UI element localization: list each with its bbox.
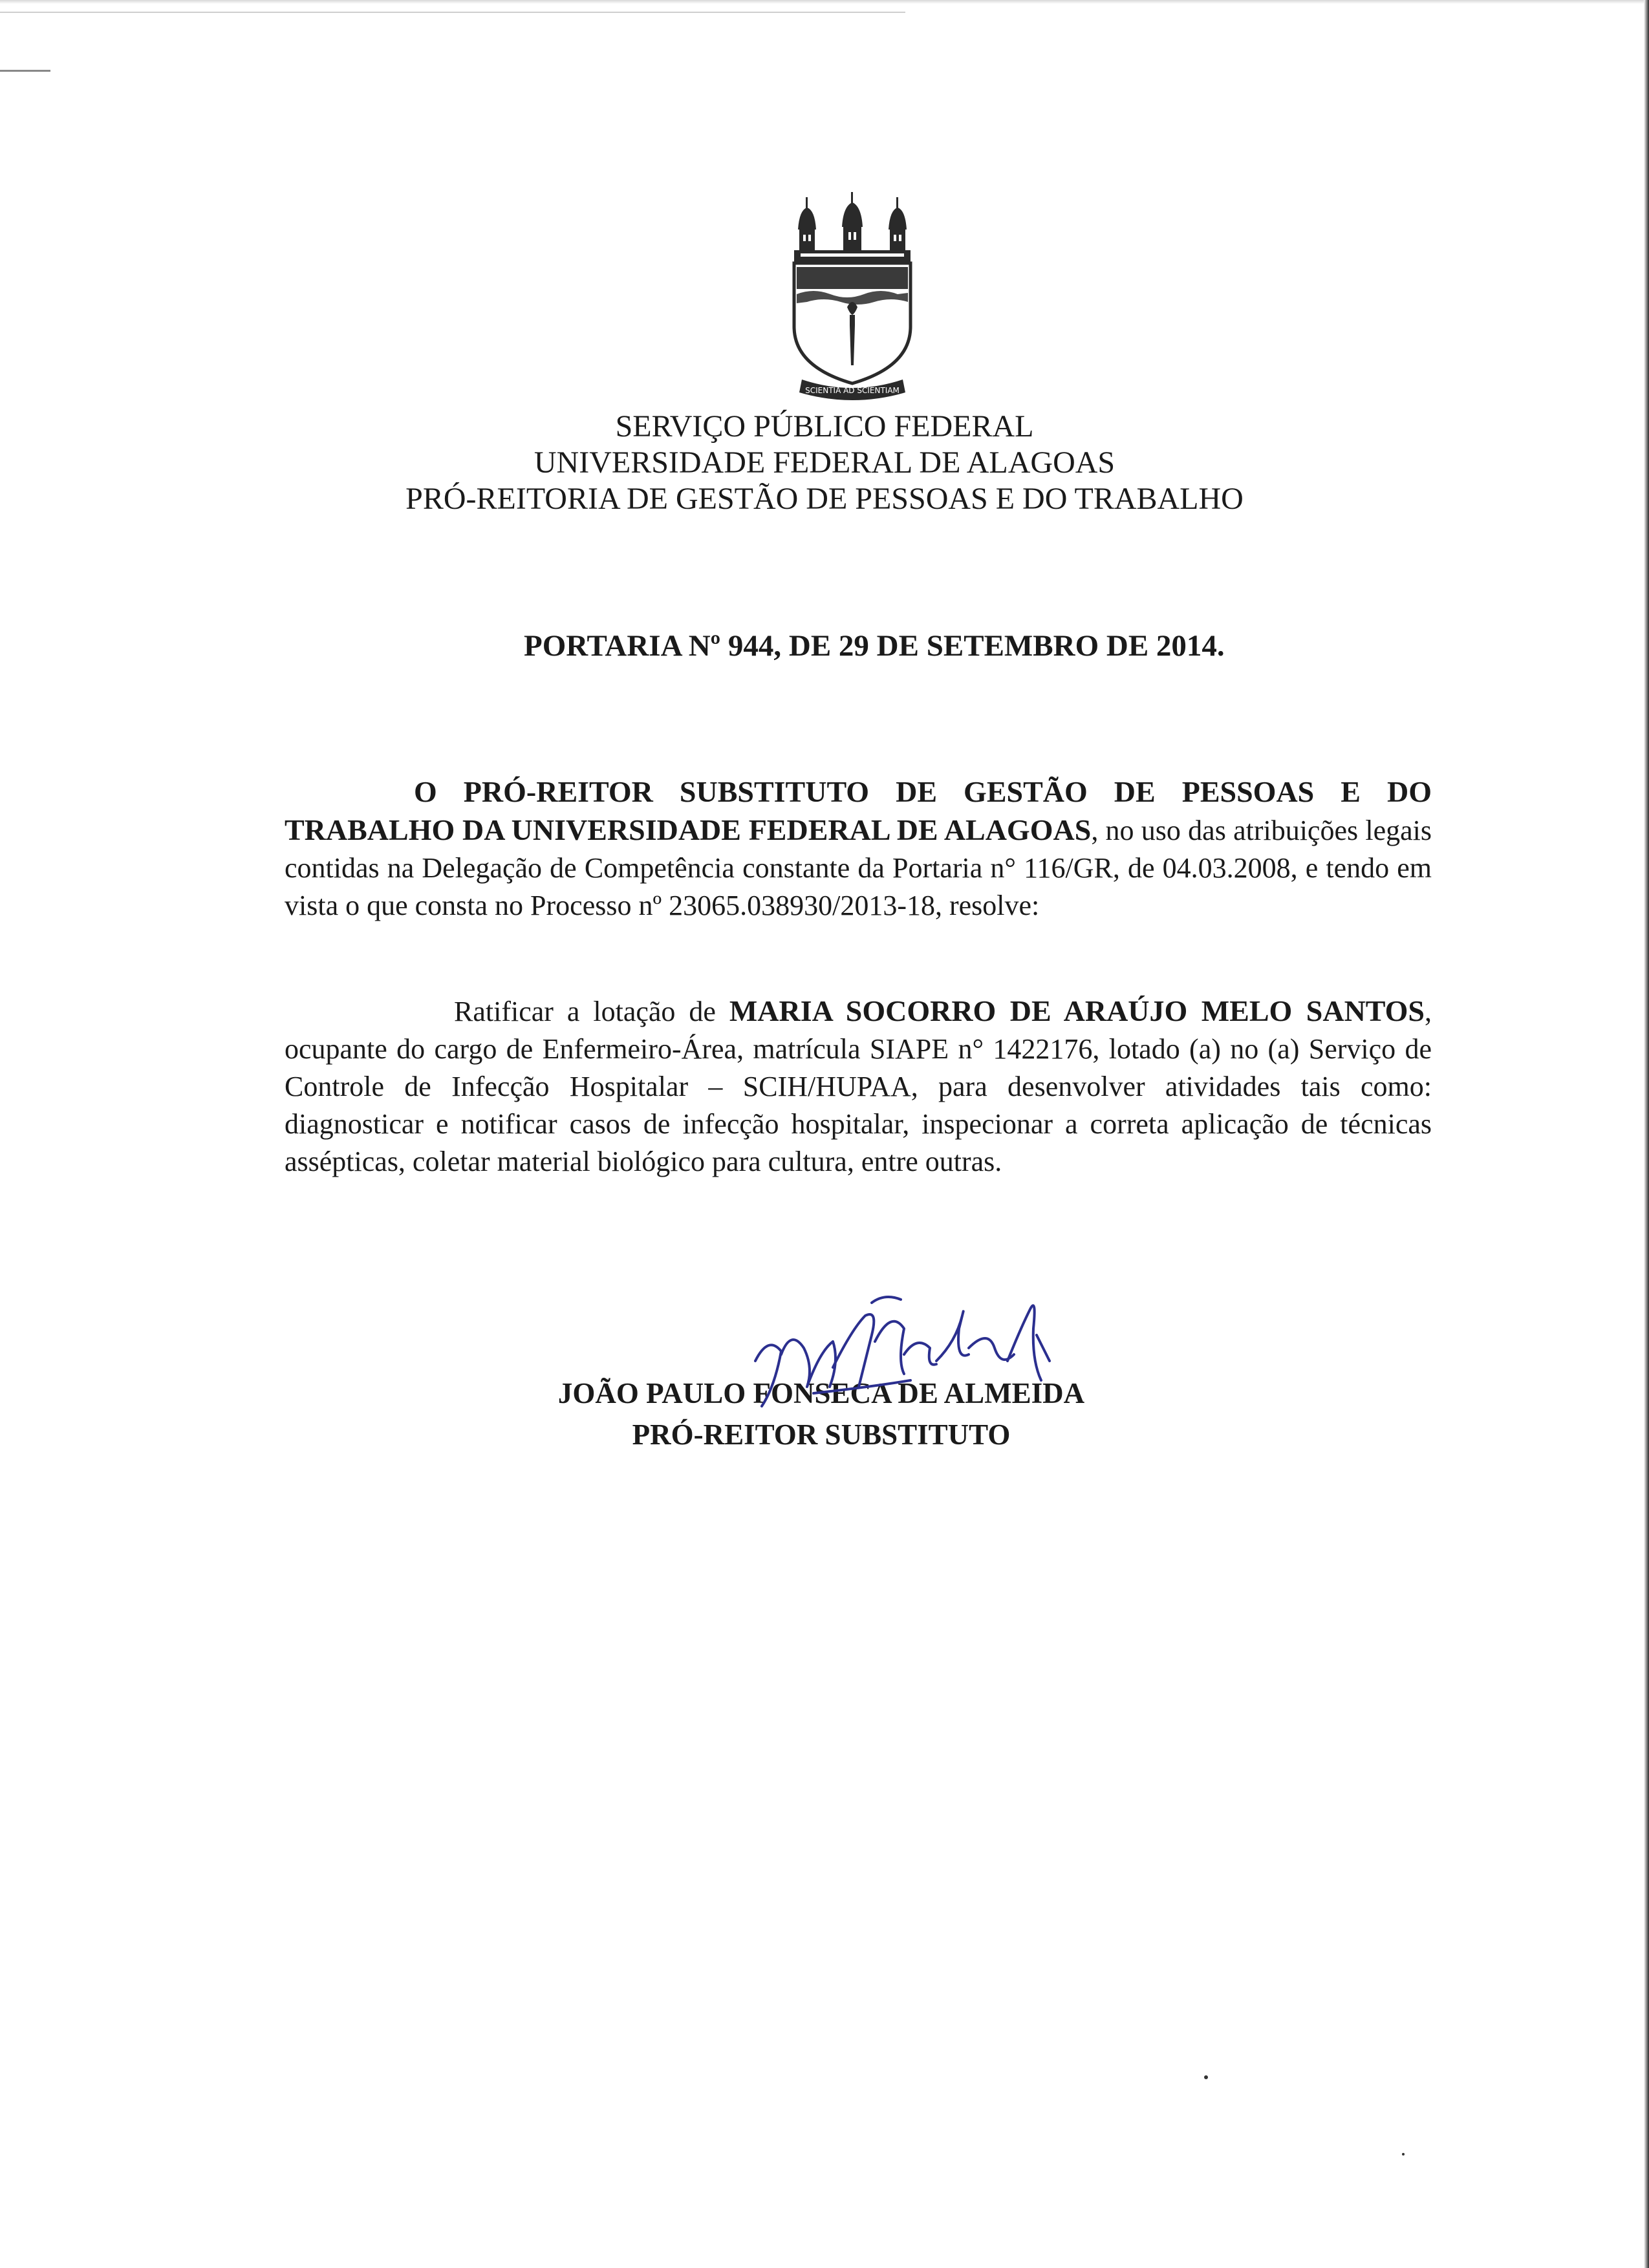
letterhead [0,409,1649,517]
preamble-authority: O PRÓ-REITOR SUBSTITUTO DE GESTÃO DE PESSOAS E DO TRABALHO DA UNIVERSIDADE FEDERAL DE ALAGOAS [285,775,1432,846]
signer-role: PRÓ-REITOR SUBSTITUTO [632,1418,1011,1451]
crest-motto: SCIENTIA AD SCIENTIAM [805,386,900,395]
handwritten-signature [742,1290,1105,1477]
scan-edge-right [1644,0,1649,2268]
employee-name: MARIA SOCORRO DE ARAÚJO MELO SANTOS [729,994,1425,1027]
ufal-crest-icon [788,191,917,404]
scan-speck [1204,2075,1208,2079]
resolution-paragraph [285,992,1432,1181]
portaria-title: PORTARIA Nº 944, DE 29 DE SETEMBRO DE 2014. [524,629,1225,663]
scan-edge-mark [0,70,50,72]
preamble-text: , no uso das atribuições legais contidas na Delegação de Competência constante da Portaria n° 116/GR, de 04.03.2008, e tendo em vista o que consta no Processo nº 23065.038930/2013-18, resolve: [285,815,1432,921]
letterhead-line-3: PRÓ-REITORIA DE GESTÃO DE PESSOAS E DO TRABALHO [405,482,1244,516]
resolution-text: , ocupante do cargo de Enfermeiro-Área, matrícula SIAPE n° 1422176, lotado (a) no (a) Serviço de Controle de Infecção Hospitalar – SCIH/HUPAA, para desenvolver atividades tais como: diagnosticar e notificar casos de infecção hospitalar, inspecionar a correta aplicação de técnicas assépticas, coletar material biológico para cultura, entre outras. [285,996,1432,1177]
letterhead-line-2: UNIVERSIDADE FEDERAL DE ALAGOAS [534,445,1116,480]
preamble-paragraph [285,773,1432,925]
letterhead-line-1: SERVIÇO PÚBLICO FEDERAL [615,409,1034,444]
scan-artifact-line [0,12,905,13]
resolution-prefix: Ratificar a lotação de [454,996,729,1027]
signer-name: JOÃO PAULO FONSECA DE ALMEIDA [557,1377,1085,1409]
scan-edge-top [0,0,1649,4]
scan-speck [1402,2153,1405,2156]
